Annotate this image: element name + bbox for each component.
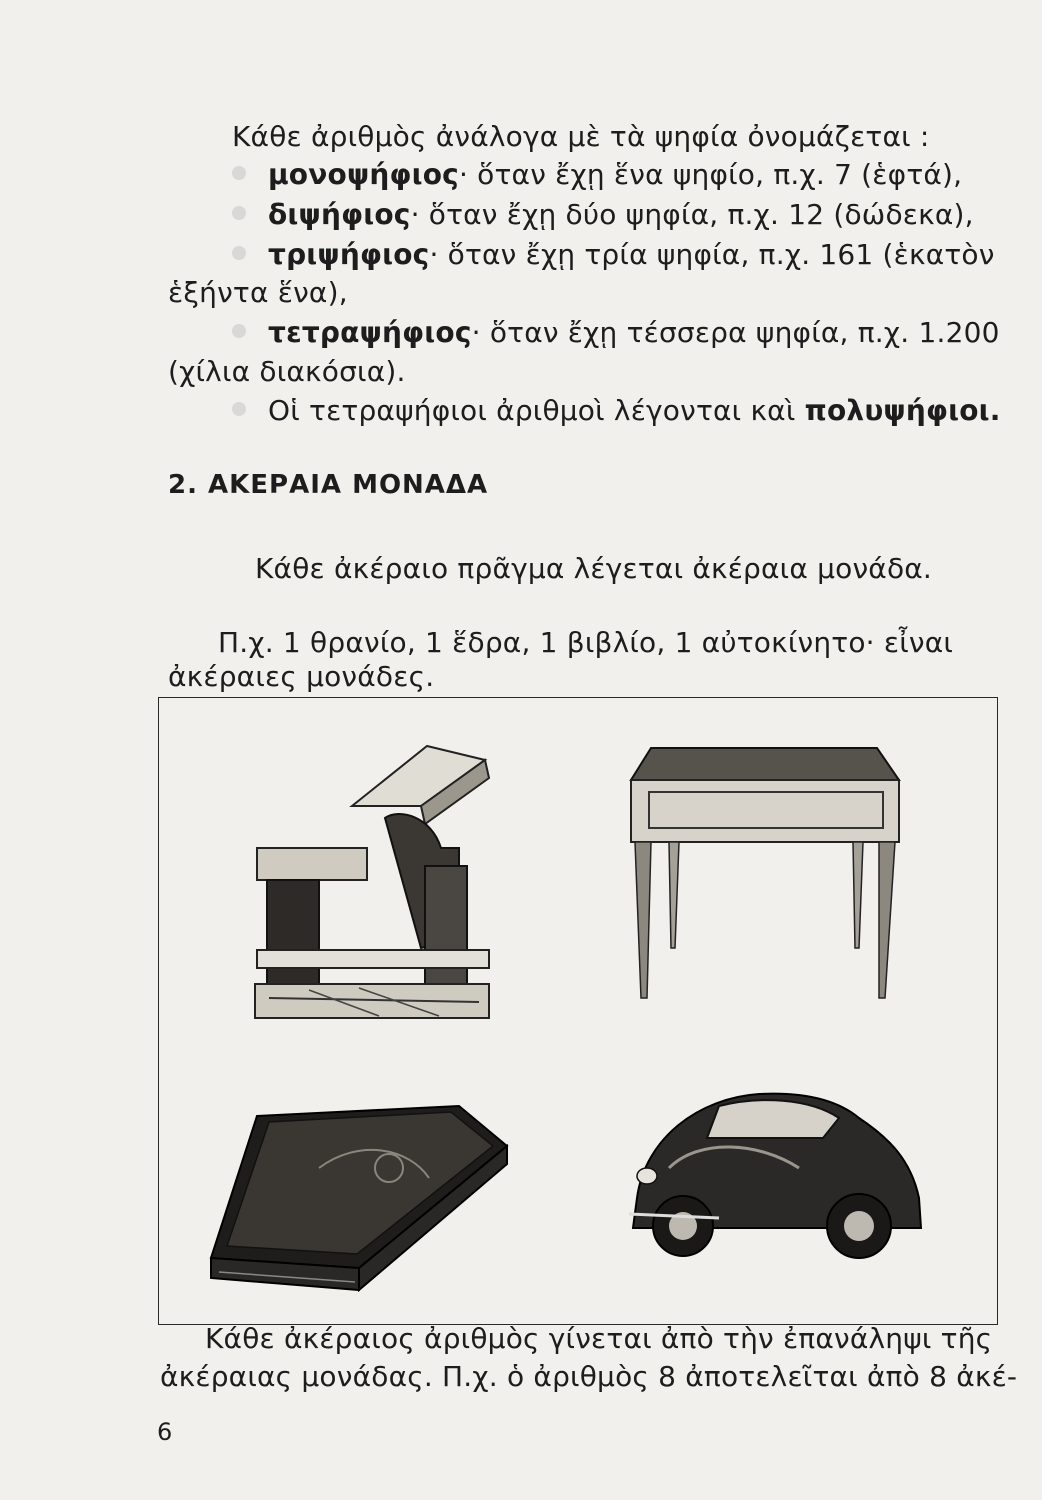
term-polypsifioi: πολυψήφιοι.: [804, 394, 1001, 427]
bullet-dot: [232, 246, 246, 260]
item-monopsifios-rest: · ὅταν ἔχῃ ἕνα ψηφίο, π.χ. 7 (ἑφτά),: [458, 158, 963, 191]
item-monopsifios: [268, 158, 962, 191]
definition: Κάθε ἀκέραιο πρᾶγμα λέγεται ἀκέραια μονάδα.: [255, 552, 933, 585]
note-text: Οἱ τετραψήφιοι ἀριθμοὶ λέγονται καὶ: [268, 394, 796, 427]
item-tetrapsifios: [268, 316, 1000, 349]
example-line-2: ἀκέραιες μονάδες.: [168, 660, 435, 693]
item-dipsifios-rest: · ὅταν ἔχῃ δύο ψηφία, π.χ. 12 (δώδεκα),: [410, 198, 974, 231]
item-tetrapsifios-rest: · ὅταν ἔχῃ τέσσερα ψηφία, π.χ. 1.200: [471, 316, 1000, 349]
item-tetrapsifios-cont: (χίλια διακόσια).: [168, 355, 406, 388]
example-line-1: Π.χ. 1 θρανίο, 1 ἕδρα, 1 βιβλίο, 1 αὐτοκίνητο· εἶναι: [218, 626, 954, 659]
page-number: 6: [157, 1418, 173, 1446]
term-tetrapsifios: τετραψήφιος: [268, 316, 472, 349]
bullet-dot: [232, 402, 246, 416]
bullet-dot: [232, 206, 246, 220]
term-tripsifios: τριψήφιος: [268, 238, 430, 271]
school-desk-image: [255, 746, 489, 1018]
item-tripsifios-cont: ἑξήντα ἕνα),: [168, 276, 348, 309]
illustrations: [159, 698, 996, 1323]
intro-line: Κάθε ἀριθμὸς ἀνάλογα μὲ τὰ ψηφία ὀνομάζεται :: [232, 120, 930, 153]
section-heading: 2. ΑΚΕΡΑΙΑ ΜΟΝΑΔΑ: [168, 470, 489, 500]
item-tripsifios-rest: · ὅταν ἔχῃ τρία ψηφία, π.χ. 161 (ἑκατὸν: [429, 238, 995, 271]
term-monopsifios: μονοψήφιος: [268, 158, 459, 191]
teacher-table-image: [631, 748, 899, 998]
closing-line-1: Κάθε ἀκέραιος ἀριθμὸς γίνεται ἀπὸ τὴν ἐπανάληψι τῆς: [205, 1322, 993, 1355]
bullet-dot: [232, 324, 246, 338]
term-dipsifios: διψήφιος: [268, 198, 411, 231]
book-image: [211, 1106, 507, 1290]
closing-line-2: ἀκέραιας μονάδας. Π.χ. ὁ ἀριθμὸς 8 ἀποτελεῖται ἀπὸ 8 ἀκέ-: [160, 1360, 1018, 1393]
note-line: [268, 394, 1001, 427]
bullet-dot: [232, 166, 246, 180]
car-image: [629, 1094, 921, 1258]
item-dipsifios: [268, 198, 974, 231]
item-tripsifios: [268, 238, 995, 271]
illustration-frame: [158, 697, 998, 1325]
